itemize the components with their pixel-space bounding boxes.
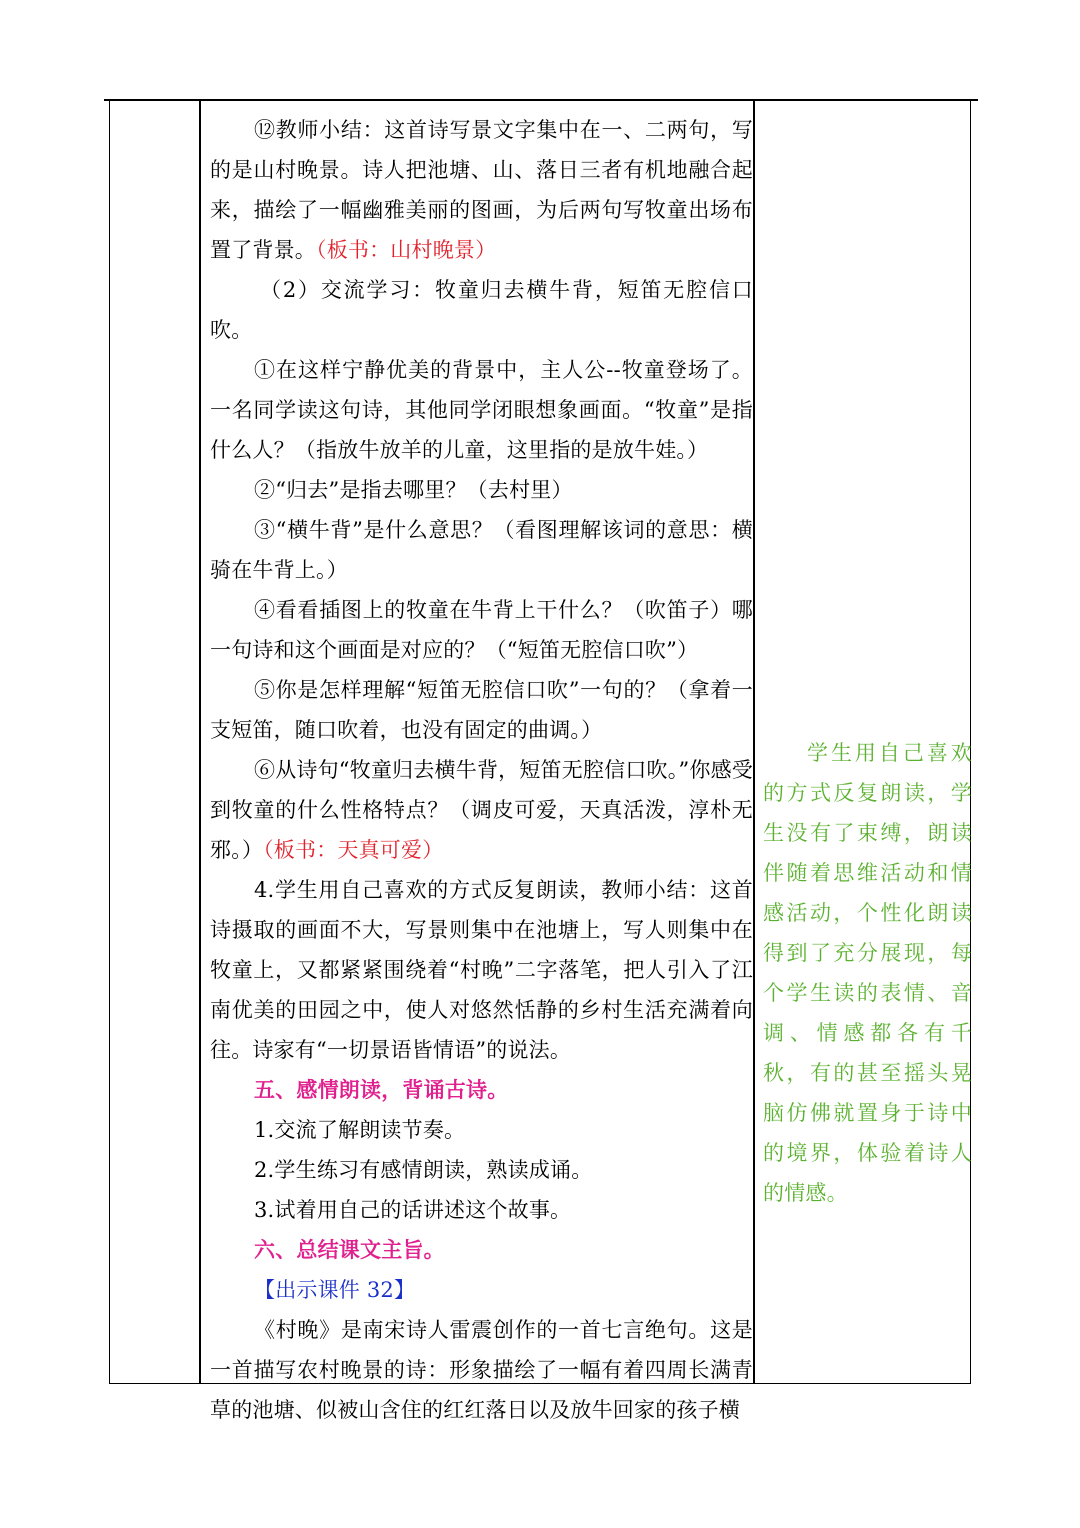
column-divider-1 [199, 101, 201, 1384]
step-1: 1.交流了解朗读节奏。 [254, 1118, 466, 1142]
teaching-process-column [210, 110, 753, 1430]
step-3: 3.试着用自己的话讲述这个故事。 [254, 1198, 572, 1222]
paragraph-q1: ①在这样宁静优美的背景中，主人公--牧童登场了。一名同学读这句诗，其他同学闭眼想象画面。“牧童”是指什么人？（指放牛放羊的儿童，这里指的是放牛娃。） [210, 358, 753, 462]
section-heading-6: 六、总结课文主旨。 [254, 1237, 445, 1262]
board-note-village-evening: （板书：山村晚景） [316, 238, 497, 262]
paragraph-summary: 《村晚》是南宋诗人雷震创作的一首七言绝句。这是一首描写农村晚景的诗：形象描绘了一幅有着四周长满青草的池塘、似被山含住的红红落日以及放牛回家的孩子横 [210, 1318, 753, 1422]
paragraph-q3: ③“横牛背”是什么意思？（看图理解该词的意思：横骑在牛背上。） [210, 518, 753, 582]
design-intent-column [763, 733, 972, 1213]
paragraph-teacher-summary-12: ⑫教师小结：这首诗写景文字集中在一、二两句，写的是山村晚景。诗人把池塘、山、落日三者有机地融合起来，描绘了一幅幽雅美丽的图画，为后两句写牧童出场布置了背景。（板书：山村晚景） [210, 118, 753, 262]
paragraph-q6: ⑥从诗句“牧童归去横牛背，短笛无腔信口吹。”你感受到牧童的什么性格特点？（调皮可爱，天真活泼，淳朴无邪。）（板书：天真可爱） [210, 758, 753, 862]
courseware-label: 【出示课件 32】 [254, 1278, 416, 1302]
paragraph-q4: ④看看插图上的牧童在牛背上干什么？（吹笛子）哪一句诗和这个画面是对应的？（“短笛无腔信口吹”） [210, 598, 753, 662]
paragraph-q5: ⑤你是怎样理解“短笛无腔信口吹”一句的？（拿着一支短笛，随口吹着，也没有固定的曲调。） [210, 678, 753, 742]
board-note-innocent: （板书：天真可爱） [263, 838, 444, 862]
paragraph-exchange-2: （2）交流学习：牧童归去横牛背，短笛无腔信口吹。 [210, 278, 753, 342]
step-2: 2.学生练习有感情朗读，熟读成诵。 [254, 1158, 593, 1182]
paragraph-q2: ②“归去”是指去哪里？（去村里） [254, 478, 573, 502]
design-intent-note: 学生用自己喜欢的方式反复朗读，学生没有了束缚，朗读伴随着思维活动和情感活动，个性化朗读得到了充分展现，每个学生读的表情、音调、情感都各有千秋，有的甚至摇头晃脑仿佛就置身于诗中的境界，体验着诗人的情感。 [763, 741, 972, 1205]
section-heading-5: 五、感情朗读，背诵古诗。 [254, 1077, 509, 1102]
paragraph-step4: 4.学生用自己喜欢的方式反复朗读，教师小结：这首诗摄取的画面不大，写景则集中在池塘上，写人则集中在牧童上，又都紧紧围绕着“村晚”二字落笔，把人引入了江南优美的田园之中，使人对悠然恬静的乡村生活充满着向往。诗家有“一切景语皆情语”的说法。 [210, 878, 753, 1062]
column-divider-2 [753, 101, 755, 1384]
